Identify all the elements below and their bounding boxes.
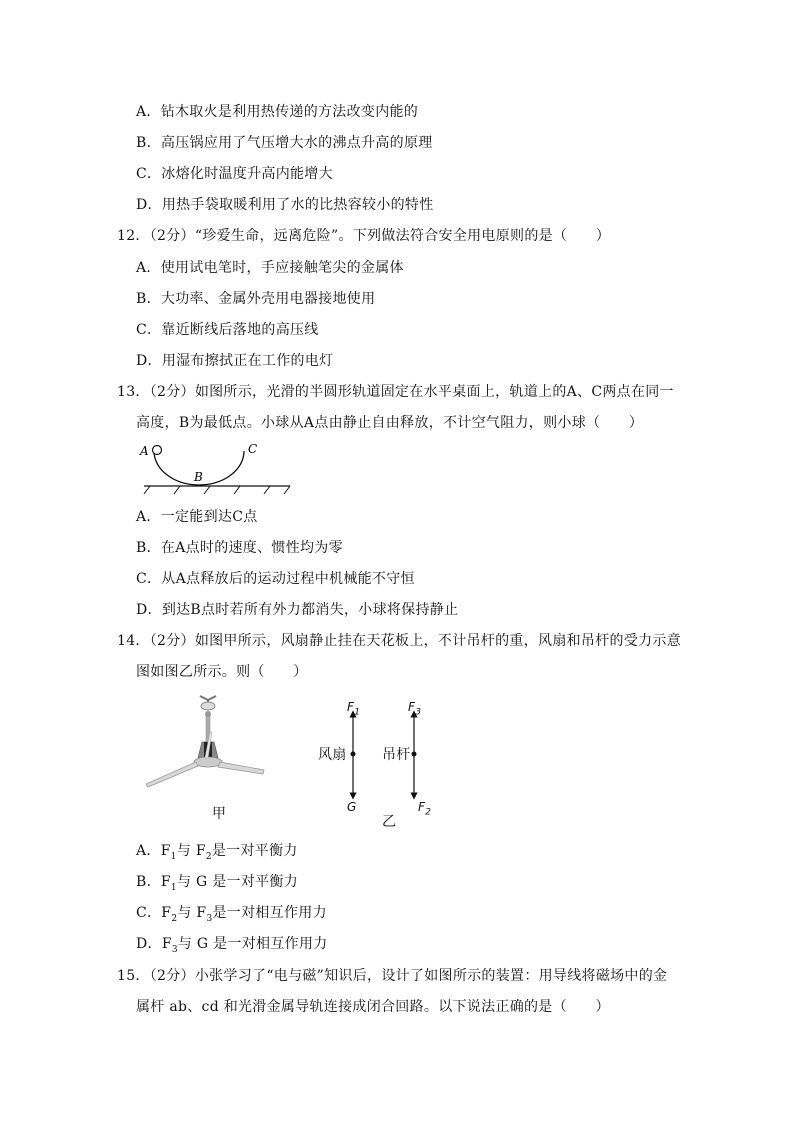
fan-point	[351, 752, 356, 757]
q11-option-d: D．用热手袋取暖利用了水的比热容较小的特性	[136, 197, 434, 213]
point-b-label: B	[194, 470, 203, 484]
figure-jia-label: 甲	[212, 806, 227, 822]
ceiling-fan-figure	[138, 692, 278, 802]
semicircle-track-figure	[136, 436, 296, 498]
q13-option-c: C．从A点释放后的运动过程中机械能不守恒	[136, 571, 415, 587]
q13-stem-line2: 高度，B为最低点。小球从A点由静止自由释放，不计空气阻力，则小球（ ）	[136, 415, 644, 431]
force-f1-label: $F_1$	[347, 700, 361, 718]
q15-stem-line2: 属杆 ab、cd 和光滑金属导轨连接成闭合回路。以下说法正确的是（ ）	[136, 999, 610, 1015]
fan-blade	[146, 762, 198, 787]
q12-option-a: A．使用试电笔时，手应接触笔尖的金属体	[136, 260, 404, 276]
fan-blade	[218, 762, 264, 774]
q12-option-c: C．靠近断线后落地的高压线	[136, 322, 319, 338]
q14-option-c: C．$F_2$与 $F_3$是一对相互作用力	[136, 905, 327, 924]
rod-point	[412, 752, 417, 757]
q13-option-d: D．到达B点时若所有外力都消失，小球将保持静止	[136, 602, 459, 618]
q11-option-b: B．高压锅应用了气压增大水的沸点升高的原理	[136, 135, 433, 151]
force-g-label: G	[347, 800, 357, 814]
rod-label: 吊杆	[382, 747, 411, 763]
q15-stem-line1: 15．（2分）小张学习了“电与磁”知识后，设计了如图所示的装置：用导线将磁场中的金	[117, 968, 668, 984]
ball	[153, 446, 162, 455]
q14-option-d: D．$F_3$与 G 是一对相互作用力	[136, 936, 328, 955]
force-f2-label: $F_2$	[418, 800, 432, 818]
q13-option-a: A．一定能到达C点	[136, 509, 258, 525]
q11-option-c: C．冰熔化时温度升高内能增大	[136, 166, 333, 182]
q12-option-d: D．用湿布擦拭正在工作的电灯	[136, 353, 334, 369]
force-f3-label: $F_3$	[408, 700, 422, 718]
point-a-label: A	[140, 444, 149, 458]
q13-option-b: B．在A点时的速度、惯性均为零	[136, 540, 343, 556]
q14-option-b: B．$F_1$与 G 是一对平衡力	[136, 874, 299, 893]
q14-option-a: A．$F_1$与 $F_2$是一对平衡力	[136, 843, 298, 862]
q12-stem: 12．（2分）“珍爱生命，远离危险”。下列做法符合安全用电原则的是（ ）	[117, 228, 611, 244]
fan-label: 风扇	[318, 747, 347, 763]
table-hatching	[144, 486, 290, 494]
q14-stem-line1: 14．（2分）如图甲所示，风扇静止挂在天花板上，不计吊杆的重，风扇和吊杆的受力示意	[117, 633, 682, 649]
point-c-label: C	[248, 442, 258, 456]
q13-stem-line1: 13．（2分）如图所示，光滑的半圆形轨道固定在水平桌面上，轨道上的A、C两点在同一	[117, 384, 674, 400]
q14-stem-line2: 图如图乙所示。则（ ）	[136, 664, 308, 680]
q12-option-b: B．大功率、金属外壳用电器接地使用	[136, 291, 376, 307]
figure-yi-label: 乙	[382, 814, 397, 830]
q11-option-a: A．钻木取火是利用热传递的方法改变内能的	[136, 104, 419, 120]
